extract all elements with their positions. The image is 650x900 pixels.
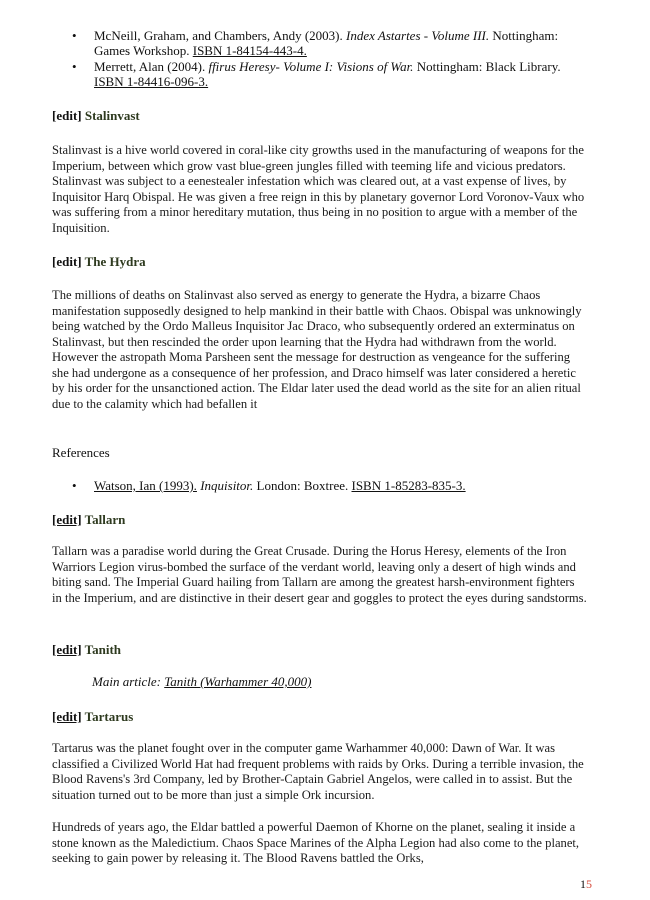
section-title: Stalinvast <box>84 108 140 123</box>
reference-item <box>0 59 574 89</box>
ref-author-link[interactable]: Watson, Ian (1993). <box>94 478 197 493</box>
reference-item <box>0 478 574 493</box>
reference-list-top <box>0 28 574 90</box>
section-title: Tartarus <box>84 709 134 724</box>
section-heading-tallarn <box>52 512 125 528</box>
ref-author: Merrett, Alan (2004). <box>94 59 206 74</box>
page-number <box>580 877 592 892</box>
section-heading-hydra <box>52 254 146 270</box>
section-heading-stalinvast <box>52 108 140 124</box>
section-heading-tartarus <box>52 709 133 725</box>
stalinvast-paragraph: Stalinvast is a hive world covered in coral-like city growths used in the manufacturing of weapons for the Imperium, between which grow vast blue-green jungles filled with teeming life and vicious predators. Stalinvast was subject to a eenestealer infestation which was cleared out, at a vast expense of lives, by Inquisitor Harq Obispal. He was given a free reign in this by planetary governor Lord Voronov-Vaux who was suffering from a minor hereditary mutation, thus being in no position to argue with a member of the Inquisition. <box>52 143 585 235</box>
section-title: Tallarn <box>84 512 126 527</box>
edit-link[interactable]: [edit] <box>52 642 82 657</box>
edit-link[interactable]: [edit] <box>52 709 82 724</box>
ref-title: Index Astartes - Volume III. <box>346 28 490 43</box>
isbn-link[interactable]: ISBN 1-84416-096-3. <box>94 74 209 89</box>
ref-title: ffirus Heresy- Volume I: Visions of War. <box>208 59 414 74</box>
reference-list-hydra <box>0 478 574 494</box>
main-article-label: Main article: <box>92 674 161 689</box>
ref-publisher: Nottingham: Black Library. <box>416 59 561 74</box>
hydra-paragraph: The millions of deaths on Stalinvast also served as energy to generate the Hydra, a bizarre Chaos manifestation supposedly designed to help mankind in their battle with Chaos. Obispal was unknowingly being watched by the Ordo Malleus Inquisitor Jac Draco, who subsequently ordered an exterminatus on Stalinvast, but then rescinded the order upon learning that the Hydra had withdrawn from the world. However the astropath Moma Parsheen sent the message for destruction as vengeance for the suffering she had undergone as a consequence of her profession, and Draco himself was later considered a heretic by his order for the unsanctioned action. The Eldar later used the dead world as the site for an alien ritual due to the calamity which had befallen it <box>52 288 582 411</box>
references-label: References <box>52 445 110 460</box>
isbn-link[interactable]: ISBN 1-85283-835-3. <box>351 478 466 493</box>
main-article-link[interactable]: Tanith (Warhammer 40,000) <box>164 674 312 689</box>
isbn-link[interactable]: ISBN 1-84154-443-4. <box>192 43 307 58</box>
ref-publisher: London: Boxtree. <box>256 478 349 493</box>
tallarn-paragraph: Tallarn was a paradise world during the Great Crusade. During the Horus Heresy, elements of the Iron Warriors Legion virus-bombed the surface of the verdant world, leaving only a desert of high winds and biting sand. The Imperial Guard hailing from Tallarn are among the greatest harsh-environment fighters in the Imperium, and are distinctive in their desert gear and goggles to protect the eyes during sandstorms. <box>52 544 587 605</box>
ref-author: McNeill, Graham, and Chambers, Andy (2003). <box>94 28 343 43</box>
page-mark: 5 <box>586 877 592 891</box>
section-heading-tanith <box>52 642 121 658</box>
section-title: Tanith <box>84 642 122 657</box>
tartarus-paragraph-2: Hundreds of years ago, the Eldar battled a powerful Daemon of Khorne on the planet, sealing it inside a stone known as the Maledictium. Chaos Space Marines of the Alpha Legion had also come to the planet, seeking to gain power by releasing it. The Blood Ravens battled the Orks, <box>52 820 580 865</box>
reference-item <box>0 28 574 58</box>
edit-link[interactable]: [edit] <box>52 108 82 123</box>
edit-link[interactable]: [edit] <box>52 254 82 269</box>
tartarus-paragraph-1: Tartarus was the planet fought over in the computer game Warhammer 40,000: Dawn of War. It was classified a Civilized World Hat had frequent problems with raids by Orks. During a terrible invasion, the Blood Ravens's 3rd Company, led by Brother-Captain Gabriel Angelos, were called in to assist. But the situation turned out to be more than just a simple Ork incursion. <box>52 741 584 802</box>
ref-publisher: Nottingham: Games Workshop. <box>94 28 559 58</box>
section-title: The Hydra <box>84 254 146 269</box>
edit-link[interactable]: [edit] <box>52 512 82 527</box>
ref-title: Inquisitor. <box>200 478 254 493</box>
page-number-value: 1 <box>580 877 586 891</box>
main-article-note <box>92 674 311 690</box>
